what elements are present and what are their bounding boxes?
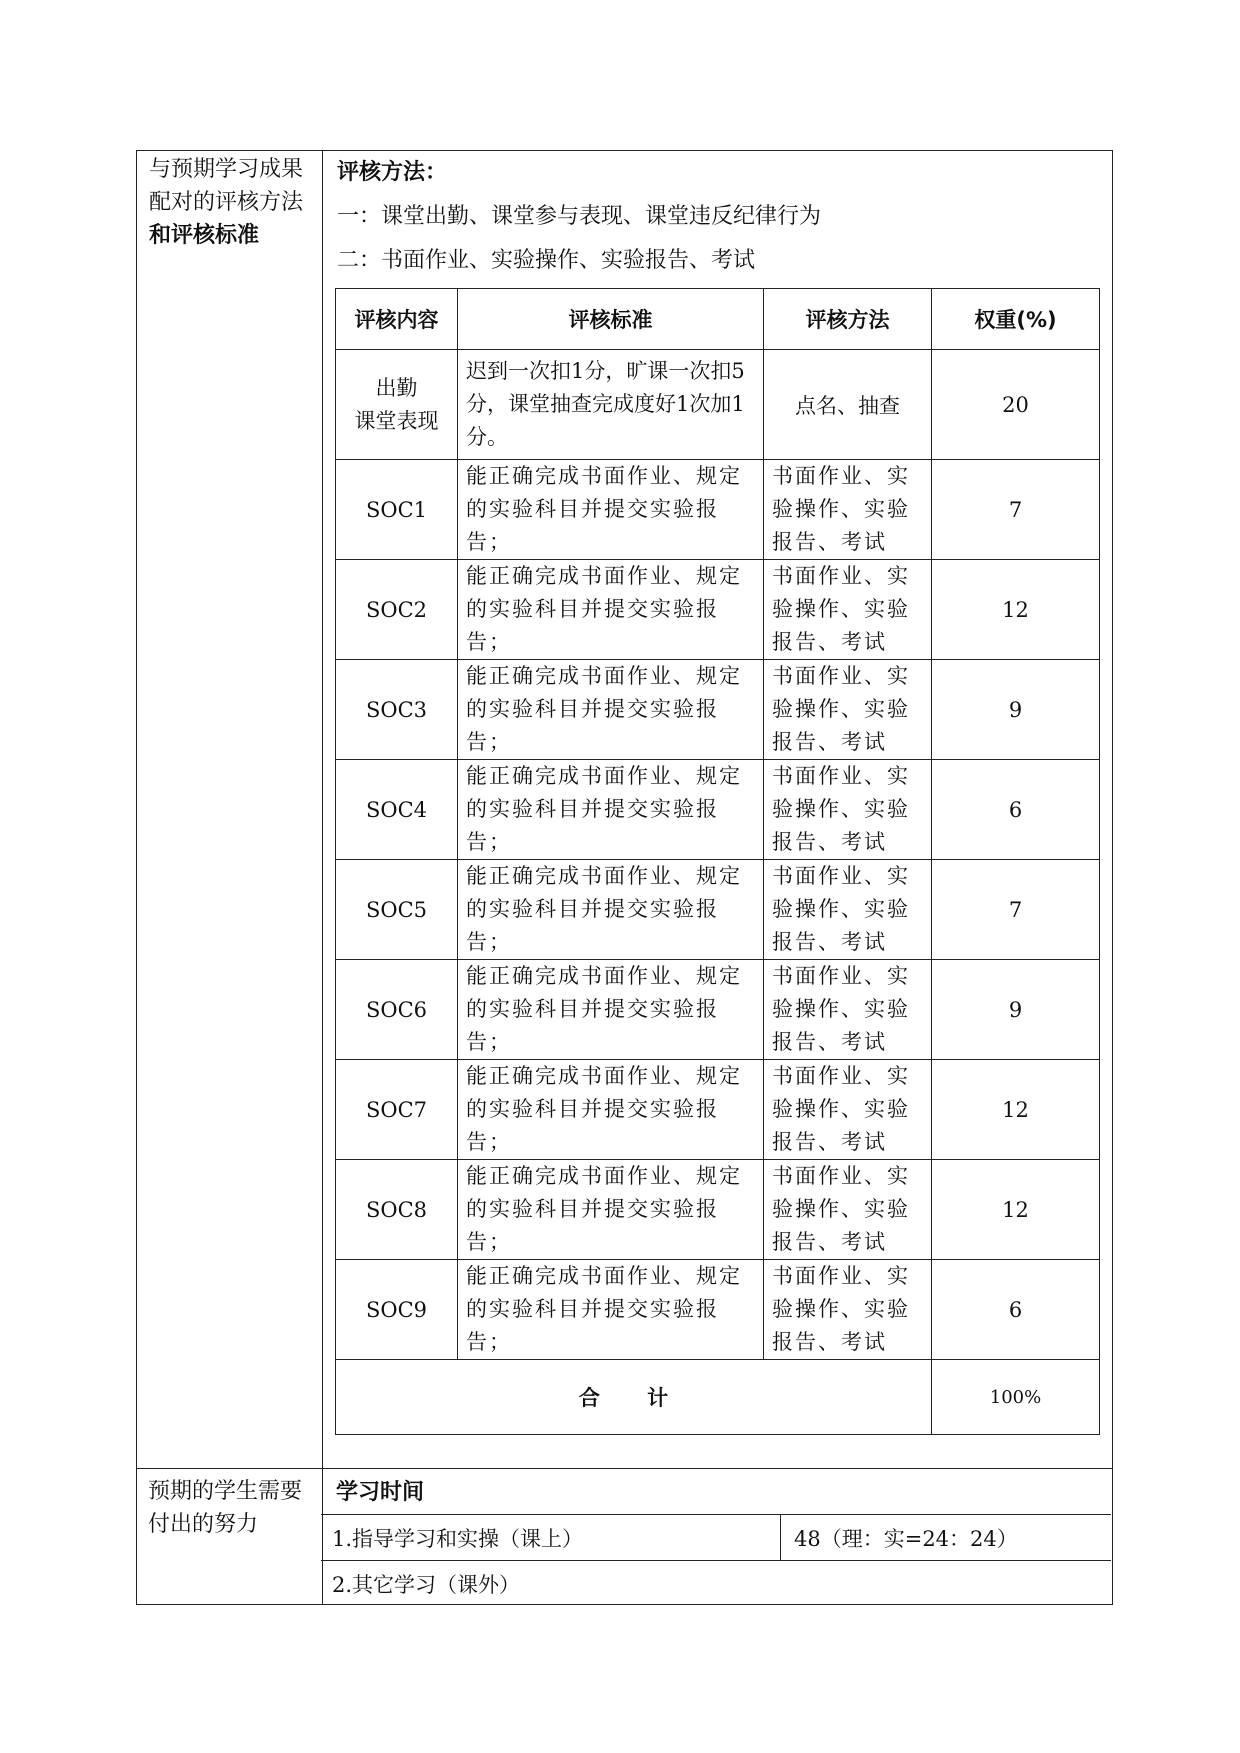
effort-section-label <box>148 1475 313 1541</box>
row-content: SOC8 <box>336 1160 458 1260</box>
row-standard: 能正确完成书面作业、规定的实验科目并提交实验报告； <box>458 960 764 1060</box>
row-divider <box>321 1560 1111 1561</box>
row-weight: 6 <box>932 1260 1100 1360</box>
attendance-standard: 迟到一次扣1分，旷课一次扣5分，课堂抽查完成度好1次加1分。 <box>458 350 764 460</box>
row-weight: 7 <box>932 860 1100 960</box>
header-content: 评核内容 <box>336 289 458 350</box>
row-standard: 能正确完成书面作业、规定的实验科目并提交实验报告； <box>458 460 764 560</box>
row-method: 书面作业、实验操作、实验报告、考试 <box>764 860 932 960</box>
row-method: 书面作业、实验操作、实验报告、考试 <box>764 660 932 760</box>
row-method: 书面作业、实验操作、实验报告、考试 <box>764 1060 932 1160</box>
row-weight: 12 <box>932 560 1100 660</box>
row-content: SOC9 <box>336 1260 458 1360</box>
total-label: 合 计 <box>336 1360 932 1435</box>
row-standard: 能正确完成书面作业、规定的实验科目并提交实验报告； <box>458 1060 764 1160</box>
row-standard: 能正确完成书面作业、规定的实验科目并提交实验报告； <box>458 1260 764 1360</box>
attendance-method: 点名、抽查 <box>764 350 932 460</box>
label-line-bold: 和评核标准 <box>149 223 260 248</box>
row-content: SOC7 <box>336 1060 458 1160</box>
header-standard: 评核标准 <box>458 289 764 350</box>
row-method: 书面作业、实验操作、实验报告、考试 <box>764 960 932 1060</box>
study-row-2-label: 2.其它学习（课外） <box>332 1573 521 1597</box>
row-method: 书面作业、实验操作、实验报告、考试 <box>764 460 932 560</box>
header-method: 评核方法 <box>764 289 932 350</box>
row-method: 书面作业、实验操作、实验报告、考试 <box>764 560 932 660</box>
row-content: SOC1 <box>336 460 458 560</box>
row-weight: 6 <box>932 760 1100 860</box>
row-content: SOC6 <box>336 960 458 1060</box>
row-content: SOC5 <box>336 860 458 960</box>
label-line: 与预期学习成果 <box>149 157 304 182</box>
label-line: 预期的学生需要 <box>148 1479 303 1504</box>
attendance-weight: 20 <box>932 350 1100 460</box>
attendance-content: 出勤 课堂表现 <box>336 350 458 460</box>
label-line: 付出的努力 <box>148 1512 259 1537</box>
row-standard: 能正确完成书面作业、规定的实验科目并提交实验报告； <box>458 860 764 960</box>
row-content: SOC4 <box>336 760 458 860</box>
assessment-method-item-1: 一：课堂出勤、课堂参与表现、课堂违反纪律行为 <box>337 204 822 229</box>
cell-divider <box>780 1514 781 1560</box>
effort-section <box>136 150 1113 1605</box>
row-weight: 7 <box>932 460 1100 560</box>
row-standard: 能正确完成书面作业、规定的实验科目并提交实验报告； <box>458 760 764 860</box>
row-weight: 9 <box>932 960 1100 1060</box>
row-method: 书面作业、实验操作、实验报告、考试 <box>764 1160 932 1260</box>
total-value: 100% <box>932 1360 1100 1435</box>
row-standard: 能正确完成书面作业、规定的实验科目并提交实验报告； <box>458 1160 764 1260</box>
assessment-method-item-2: 二：书面作业、实验操作、实验报告、考试 <box>337 248 756 273</box>
row-standard: 能正确完成书面作业、规定的实验科目并提交实验报告； <box>458 660 764 760</box>
header-weight: 权重(%) <box>932 289 1100 350</box>
row-content: SOC2 <box>336 560 458 660</box>
row-divider <box>321 1514 1111 1515</box>
row-content: SOC3 <box>336 660 458 760</box>
row-weight: 9 <box>932 660 1100 760</box>
study-row-1-value: 48（理：实=24：24） <box>794 1527 1018 1551</box>
row-method: 书面作业、实验操作、实验报告、考试 <box>764 1260 932 1360</box>
label-line: 配对的评核方法 <box>149 190 304 215</box>
assessment-method-title: 评核方法： <box>337 160 448 185</box>
row-weight: 12 <box>932 1160 1100 1260</box>
study-time-title: 学习时间 <box>336 1480 425 1505</box>
row-standard: 能正确完成书面作业、规定的实验科目并提交实验报告； <box>458 560 764 660</box>
study-row-1-label: 1.指导学习和实操（课上） <box>332 1527 584 1551</box>
row-method: 书面作业、实验操作、实验报告、考试 <box>764 760 932 860</box>
row-weight: 12 <box>932 1060 1100 1160</box>
